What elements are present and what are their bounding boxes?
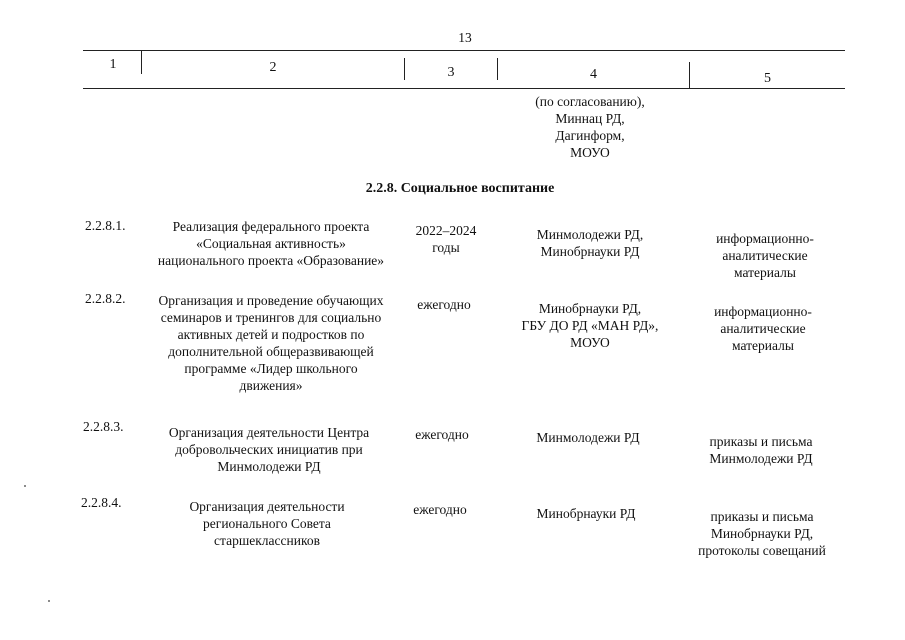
header-top-rule — [83, 50, 845, 51]
scan-speck — [48, 600, 50, 602]
text-line: Минмолодежи РД — [709, 451, 813, 466]
row-action — [140, 292, 402, 394]
row-responsible — [489, 505, 683, 522]
text-line: Реализация федерального проекта — [172, 219, 370, 234]
text-line: Минобрнауки РД — [540, 244, 640, 259]
text-line: информационно- — [714, 304, 812, 319]
text-line: Минмолодежи РД — [217, 459, 321, 474]
header-col-3: 3 — [447, 65, 455, 80]
text-line: Организация деятельности Центра — [168, 425, 370, 440]
header-col-5: 5 — [764, 71, 771, 86]
scan-speck — [24, 485, 26, 487]
row-action — [136, 498, 398, 549]
text-line: старшеклассников — [214, 533, 320, 548]
row-term — [398, 296, 490, 313]
row-term — [394, 501, 486, 518]
text-line: Минобрнауки РД, — [710, 526, 814, 541]
text-line: протоколы совещаний — [698, 543, 826, 558]
text-line: ГБУ ДО РД «МАН РД», — [521, 318, 659, 333]
text-line: Минмолодежи РД — [536, 430, 640, 445]
text-line: (по согласованию), — [535, 94, 645, 109]
text-line: программе «Лидер школьного — [184, 361, 358, 376]
text-line: Минобрнауки РД — [536, 506, 636, 521]
text-line: МОУО — [570, 335, 610, 350]
text-line: аналитические — [722, 248, 808, 263]
text-line: информационно- — [716, 231, 814, 246]
row-result — [682, 508, 842, 559]
header-col-1: 1 — [109, 57, 117, 72]
row-term — [396, 426, 488, 443]
text-line: Организация деятельности — [189, 499, 345, 514]
header-col-2: 2 — [269, 60, 277, 75]
row-number: 2.2.8.4. — [81, 495, 122, 510]
text-line: добровольческих инициатив при — [175, 442, 363, 457]
text-line: материалы — [734, 265, 796, 280]
text-line: аналитические — [720, 321, 806, 336]
text-line: годы — [432, 240, 460, 255]
row-result — [690, 230, 840, 281]
text-line: Миннац РД, — [555, 111, 625, 126]
text-line: материалы — [732, 338, 794, 353]
text-line: Минмолодежи РД, — [536, 227, 644, 242]
page-number: 13 — [458, 30, 472, 45]
section-title: 2.2.8. Социальное воспитание — [365, 181, 555, 196]
row-number: 2.2.8.3. — [83, 419, 124, 434]
text-line: национального проекта «Образование» — [157, 253, 385, 268]
row-responsible — [495, 226, 685, 260]
text-line: приказы и письма — [709, 434, 813, 449]
row-result — [688, 303, 838, 354]
text-line: семинаров и тренингов для социально — [160, 310, 382, 325]
row-responsible — [491, 429, 685, 446]
continuation-responsible — [495, 93, 685, 161]
header-col-4: 4 — [590, 67, 597, 82]
row-action — [140, 218, 402, 269]
row-number: 2.2.8.1. — [85, 218, 126, 233]
text-line: регионального Совета — [203, 516, 331, 531]
row-responsible — [493, 300, 687, 351]
text-line: активных детей и подростков по — [177, 327, 365, 342]
text-line: дополнительной общеразвивающей — [168, 344, 374, 359]
text-line: ежегодно — [413, 502, 467, 517]
row-result — [684, 433, 838, 467]
row-action — [138, 424, 400, 475]
row-term — [400, 222, 492, 256]
text-line: «Социальная активность» — [196, 236, 346, 251]
text-line: Минобрнауки РД, — [538, 301, 642, 316]
text-line: движения» — [239, 378, 303, 393]
row-number: 2.2.8.2. — [85, 291, 126, 306]
text-line: 2022–2024 — [415, 223, 477, 238]
text-line: приказы и письма — [710, 509, 814, 524]
text-line: Дагинформ, — [555, 128, 625, 143]
text-line: ежегодно — [417, 297, 471, 312]
text-line: Организация и проведение обучающих — [158, 293, 384, 308]
header-bottom-rule — [83, 88, 845, 89]
text-line: МОУО — [570, 145, 610, 160]
text-line: ежегодно — [415, 427, 469, 442]
